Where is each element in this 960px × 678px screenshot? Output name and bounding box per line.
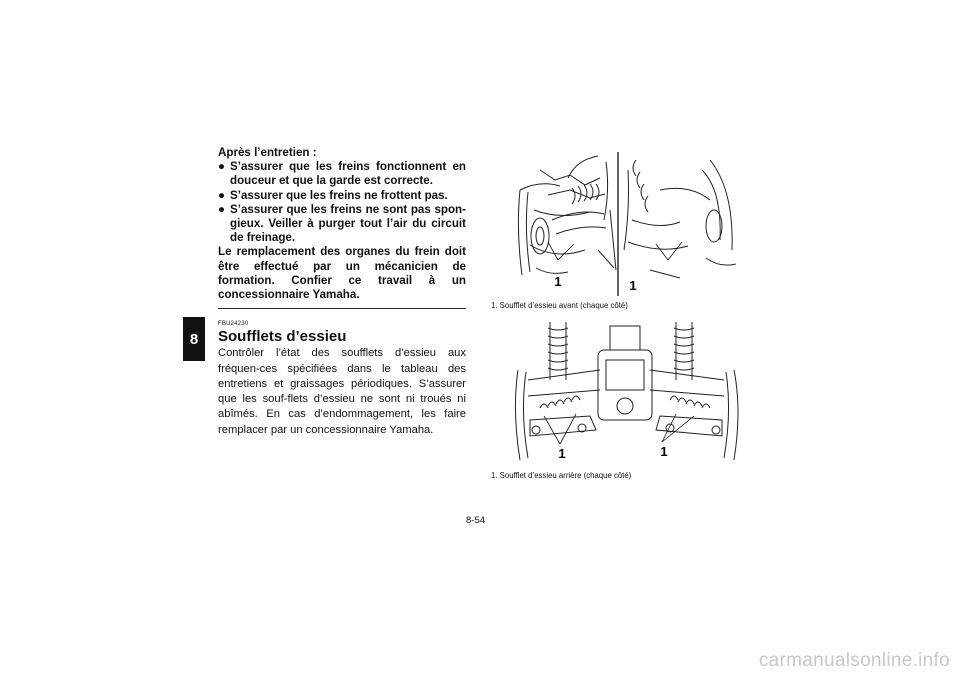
after-service-label: Après l’entretien : xyxy=(218,146,317,159)
rear-callout-1: 1 xyxy=(558,446,566,461)
front-boot-illustration xyxy=(510,150,750,298)
section-body: Contrôler l’état des soufflets d’essieu aux fréquen-ces spécifiées dans le tableau des entretiens et graissages périodiques. S’assurer que les souf-flets d’essieu ne sont ni troués ni abîmés. En cas d’endommagement, les faire remplacer par un concessionnaire Yamaha. xyxy=(218,347,466,436)
chapter-tab: 8 xyxy=(183,317,205,361)
page-number: 8-54 xyxy=(466,515,486,526)
rear-callout-2: 1 xyxy=(660,444,668,459)
bullet-text: S’assurer que les freins fonctionnent en douceur et que la garde est correcte. xyxy=(230,160,466,188)
bullet-item xyxy=(218,160,466,188)
bullet-item xyxy=(218,189,466,203)
section-title: Soufflets d’essieu xyxy=(218,328,347,346)
front-callout-1: 1 xyxy=(554,274,562,289)
bullet-item xyxy=(218,203,466,246)
bullet-text: S’assurer que les freins ne sont pas spon-gieux. Veiller à purger tout l’air du circuit de freinage. xyxy=(230,202,466,245)
left-column xyxy=(218,146,466,438)
bullet-text: S’assurer que les freins ne frottent pas. xyxy=(230,188,448,202)
front-callout-2: 1 xyxy=(629,278,637,293)
bullet-icon: ● xyxy=(218,160,226,174)
watermark[interactable]: carmanualsonline.info xyxy=(758,650,950,671)
warning-text: Le remplacement des organes du frein doit être effectué par un mécanicien de formation. Confier ce travail à un concessionnaire Yamaha. xyxy=(218,245,466,302)
front-figure-caption: 1. Soufflet d’essieu avant (chaque côté) xyxy=(491,301,628,310)
bullet-icon: ● xyxy=(218,202,226,216)
section-code: FBU24230 xyxy=(218,321,249,328)
bullet-icon: ● xyxy=(218,188,226,202)
rear-boot-illustration xyxy=(510,320,750,468)
rear-figure-caption: 1. Soufflet d’essieu arrière (chaque côté) xyxy=(491,471,632,480)
section-divider xyxy=(218,308,466,309)
